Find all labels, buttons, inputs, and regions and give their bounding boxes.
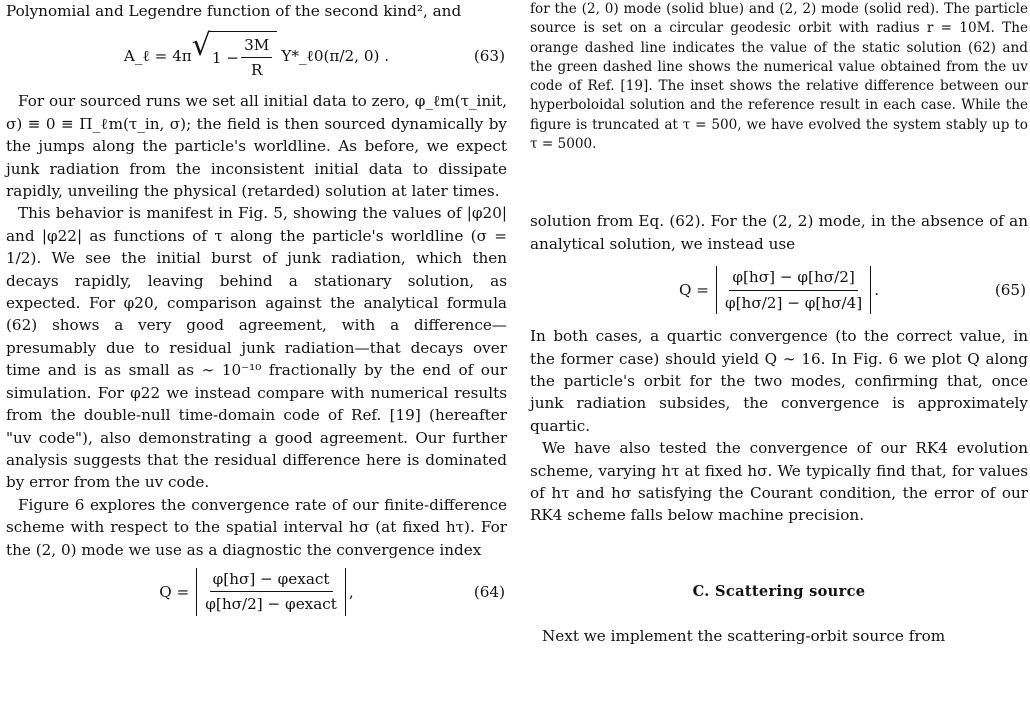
- fraction: $\frac{\text{φ[hσ] − φexact}}{\text{φ[hσ/2] − φexact}}$: [205, 570, 337, 614]
- equation-punct: .: [874, 280, 880, 299]
- absolute-value: [193, 568, 349, 616]
- equation-number: (63): [473, 47, 505, 66]
- paragraph: For our sourced runs we set all initial data to zero, φ_ℓm(τ_init, σ) ≡ 0 ≡ Π_ℓm(τ_in, σ); the field is then sourced dynamically by the jumps along the particle's worldline. As before, we expect junk radiation from the inconsistent initial data to dissipate rapidly, unveiling the physical (retarded) solution at later times.: [6, 92, 507, 201]
- paragraph: We have also tested the convergence of our RK4 evolution scheme, varying hτ at fixed hσ. We typically find that, for values of hτ and hσ satisfying the Courant condition, the error of our RK4 scheme falls below machine precision.: [530, 439, 1028, 525]
- equation-rhs: Y*_ℓ0(π/2, 0) .: [281, 47, 390, 66]
- equation-number: (64): [473, 582, 505, 601]
- spacer: [530, 527, 1028, 581]
- left-column: [6, 0, 507, 623]
- equation-lhs: Q =: [159, 582, 190, 601]
- equation-63: [6, 22, 507, 90]
- equation-lhs: A_ℓ = 4π: [123, 47, 192, 66]
- absolute-value: [713, 266, 874, 314]
- figure-caption: for the (2, 0) mode (solid blue) and (2, 2) mode (solid red). The particle source is set on a circular geodesic orbit with radius r = 10M. The orange dashed line indicates the value of the static solution (62) and the green dashed line shows the numerical value obtained from the uv code of Ref. [19]. The inset shows the relative difference between our hyperboloidal solution and the reference result in each case. While the figure is truncated at τ = 500, we have evolved the system stably up to τ = 5000.: [530, 1, 1028, 153]
- spacer: [530, 154, 1028, 210]
- paragraph: This behavior is manifest in Fig. 5, showing the values of |φ20| and |φ22| as functions of τ along the particle's worldline (σ = 1/2). We see the initial burst of junk radiation, which then decays rapidly, leaving behind a stationary solution, as expected. For φ20, comparison against the analytical formula (62) shows a very good agreement, with a difference—presumably due to residual junk radiation—that decays over time and is as small as ∼ 10⁻¹⁰ fractionally by the end of our simulation. For φ22 we instead compare with numerical results from the double-null time-domain code of Ref. [19] (hereafter "uv code"), also demonstrating a good agreement. Our further analysis suggests that the residual difference here is dominated by error from the uv code.: [6, 204, 507, 492]
- spacer: [530, 603, 1028, 625]
- paragraph: Figure 6 explores the convergence rate of our finite-difference scheme with respect to the spatial interval hσ (at fixed hτ). For the (2, 0) mode we use as a diagnostic the convergence index: [6, 495, 507, 559]
- square-root: √ 1 − $\frac{3M}{R}$: [192, 31, 278, 82]
- right-column: [530, 0, 1028, 648]
- equation-65: [530, 255, 1028, 325]
- equation-64: [6, 561, 507, 623]
- equation-punct: ,: [348, 582, 354, 601]
- section-heading: C. Scattering source: [692, 582, 866, 600]
- paragraph: Polynomial and Legendre function of the second kind², and: [6, 2, 462, 20]
- paragraph: solution from Eq. (62). For the (2, 2) mode, in the absence of an analytical solution, we instead use: [530, 212, 1028, 253]
- equation-lhs: Q =: [678, 280, 709, 299]
- equation-number: (65): [994, 280, 1026, 299]
- fraction: $\frac{3M}{R}$: [241, 34, 272, 82]
- paragraph: Next we implement the scattering-orbit source from: [542, 627, 946, 646]
- paragraph: In both cases, a quartic convergence (to the correct value, in the former case) should yield Q ∼ 16. In Fig. 6 we plot Q along the particle's orbit for the two modes, confirming that, once junk radiation subsides, the convergence is approximately quartic.: [530, 327, 1028, 435]
- fraction: $\frac{\varphi[h\sigma] - \varphi[h\sigma/2]}{\varphi[h\sigma/2] - \varphi[h\sigma/4]}$: [724, 268, 863, 312]
